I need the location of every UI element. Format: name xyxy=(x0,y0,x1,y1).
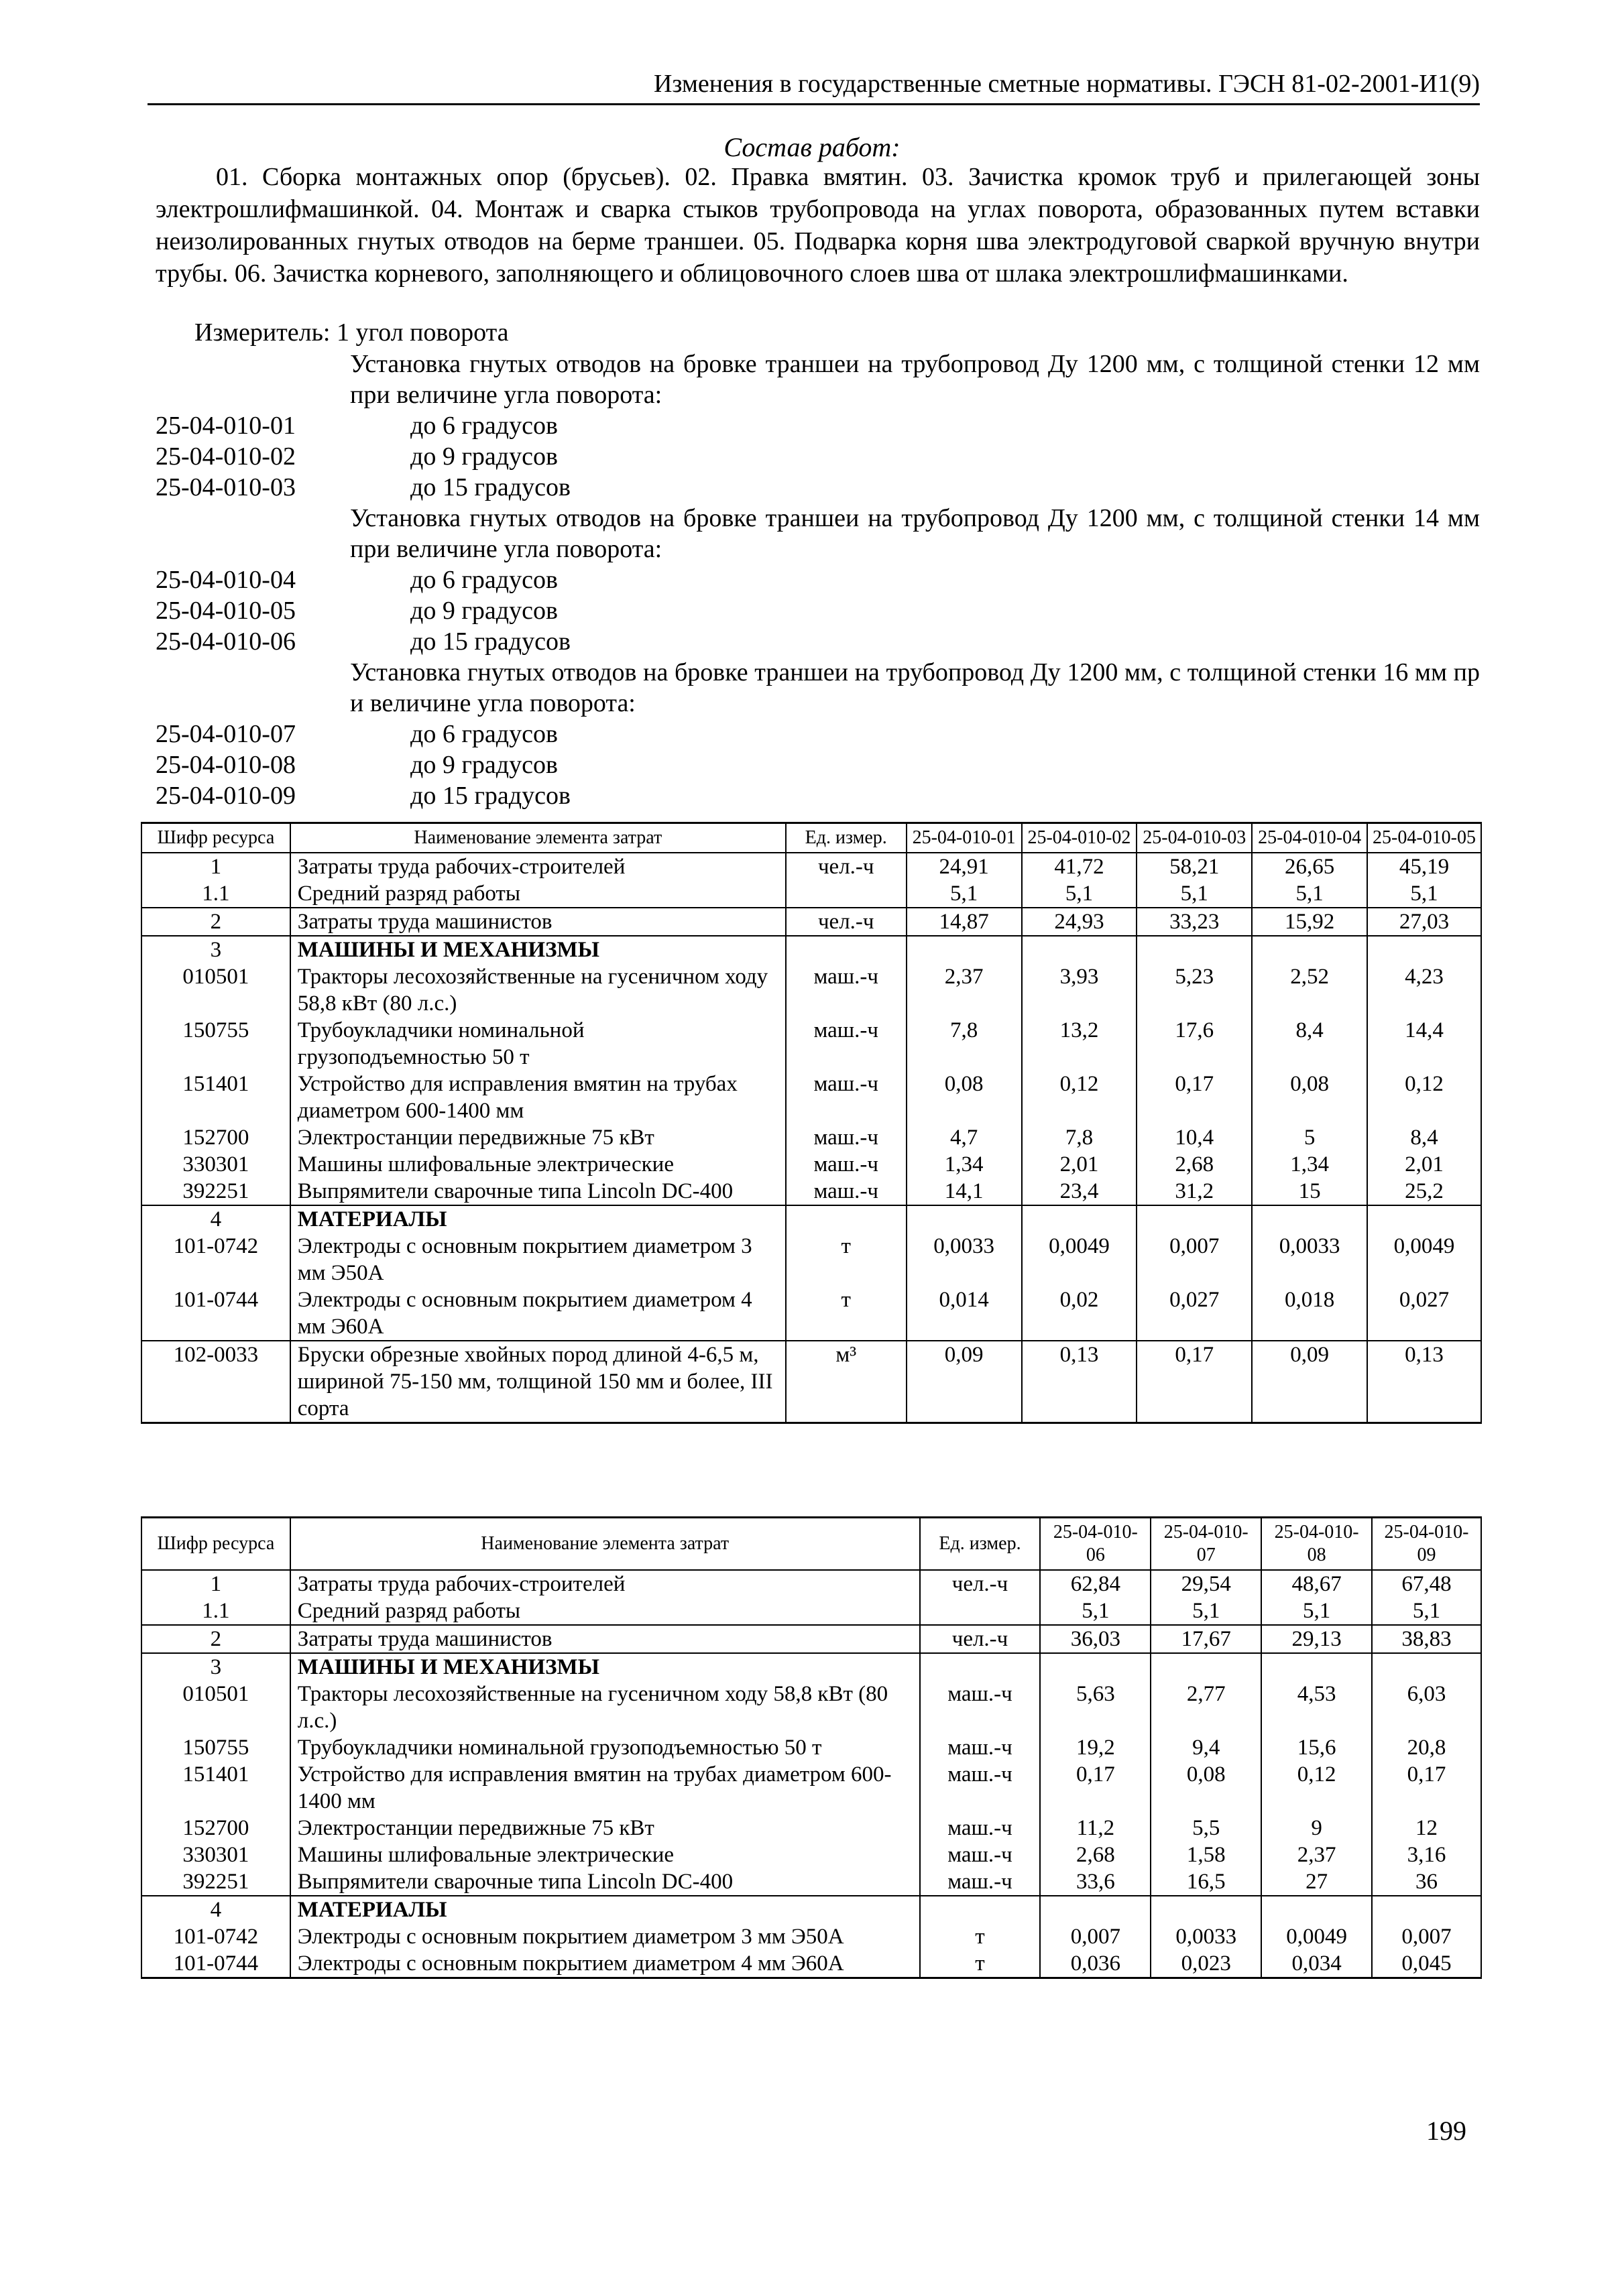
value-cell xyxy=(1151,1896,1261,1923)
unit-cell: маш.-ч xyxy=(786,1017,907,1071)
norm-group xyxy=(156,657,1480,811)
norm-row xyxy=(156,564,1480,595)
table-row xyxy=(141,1071,1481,1124)
resource-name-cell: Электроды с основным покрытием диаметром 3 мм Э50А xyxy=(290,1233,786,1286)
resource-name-cell: Затраты труда рабочих-строителей xyxy=(290,853,786,880)
resource-code-cell: 101-0744 xyxy=(141,1286,290,1341)
resource-name-cell: Электроды с основным покрытием диаметром 4 мм Э60А xyxy=(290,1950,920,1978)
resource-code-cell: 3 xyxy=(141,936,290,963)
resource-code-cell: 4 xyxy=(141,1205,290,1233)
value-cell xyxy=(1022,1205,1137,1233)
norm-desc: до 15 градусов xyxy=(410,473,571,501)
value-cell: 0,17 xyxy=(1137,1071,1252,1124)
value-cell: 3,16 xyxy=(1372,1841,1481,1868)
value-cell: 19,2 xyxy=(1040,1734,1151,1761)
table-row xyxy=(141,1868,1481,1896)
resource-name-cell: Выпрямители сварочные типа Lincoln DC-400 xyxy=(290,1868,920,1896)
column-header-norm: 25-04-010-06 xyxy=(1040,1518,1151,1571)
norm-codes-list xyxy=(156,349,1480,811)
unit-cell: маш.-ч xyxy=(786,1151,907,1178)
norm-row xyxy=(156,410,1480,441)
table-row xyxy=(141,908,1481,936)
norm-row xyxy=(156,441,1480,472)
resource-name-cell: Затраты труда машинистов xyxy=(290,1625,920,1653)
norm-group xyxy=(156,349,1480,503)
value-cell: 33,6 xyxy=(1040,1868,1151,1896)
value-cell: 25,2 xyxy=(1367,1178,1481,1205)
resource-code-cell: 3 xyxy=(141,1653,290,1681)
table-row xyxy=(141,1681,1481,1734)
value-cell: 0,0049 xyxy=(1261,1923,1372,1950)
table-row xyxy=(141,1653,1481,1681)
table-row xyxy=(141,936,1481,963)
resource-name-cell: Средний разряд работы xyxy=(290,880,786,908)
unit-cell: маш.-ч xyxy=(920,1841,1041,1868)
work-composition-text: 01. Сборка монтажных опор (брусьев). 02. Правка вмятин. 03. Зачистка кромок труб и прилегающей зоны электрошлифмашинкой. 04. Монтаж и сварка стыков трубопровода на углах поворота, образованных путем вставки неизолированных гнутых отводов на берме траншеи. 05. Подварка корня шва электродуговой сваркой вручную внутри трубы. 06. Зачистка корневого, заполняющего и облицовочного слоев шва от шлака электрошлифмашинками. xyxy=(156,163,1480,288)
unit-cell xyxy=(920,1896,1041,1923)
value-cell: 7,8 xyxy=(907,1017,1022,1071)
resource-name-cell: Электроды с основным покрытием диаметром 4 мм Э60А xyxy=(290,1286,786,1341)
column-header-norm: 25-04-010-05 xyxy=(1367,823,1481,853)
value-cell: 0,08 xyxy=(1252,1071,1367,1124)
resource-code-cell: 150755 xyxy=(141,1017,290,1071)
value-cell: 14,87 xyxy=(907,908,1022,936)
unit-cell: маш.-ч xyxy=(786,1071,907,1124)
value-cell: 0,13 xyxy=(1367,1341,1481,1423)
value-cell: 24,93 xyxy=(1022,908,1137,936)
resource-name-cell: Устройство для исправления вмятин на трубах диаметром 600-1400 мм xyxy=(290,1071,786,1124)
norm-code: 25-04-010-02 xyxy=(156,442,296,471)
table-row xyxy=(141,1597,1481,1625)
column-header-name: Наименование элемента затрат xyxy=(290,823,786,853)
norm-code: 25-04-010-03 xyxy=(156,473,296,501)
value-cell: 5 xyxy=(1252,1124,1367,1151)
norm-desc: до 9 градусов xyxy=(410,751,558,779)
column-header-unit: Ед. измер. xyxy=(786,823,907,853)
value-cell: 4,7 xyxy=(907,1124,1022,1151)
value-cell xyxy=(1367,1205,1481,1233)
norm-group xyxy=(156,503,1480,657)
value-cell: 9,4 xyxy=(1151,1734,1261,1761)
resource-name-cell: МАШИНЫ И МЕХАНИЗМЫ xyxy=(290,1653,920,1681)
value-cell: 1,58 xyxy=(1151,1841,1261,1868)
value-cell: 2,01 xyxy=(1022,1151,1137,1178)
table-row xyxy=(141,1923,1481,1950)
value-cell xyxy=(907,936,1022,963)
table-row xyxy=(141,853,1481,880)
unit-cell: маш.-ч xyxy=(920,1761,1041,1815)
resource-name-cell: Выпрямители сварочные типа Lincoln DC-400 xyxy=(290,1178,786,1205)
resource-code-cell: 101-0742 xyxy=(141,1233,290,1286)
value-cell: 17,6 xyxy=(1137,1017,1252,1071)
table-row xyxy=(141,1178,1481,1205)
value-cell: 0,0049 xyxy=(1367,1233,1481,1286)
resource-code-cell: 4 xyxy=(141,1896,290,1923)
value-cell: 0,13 xyxy=(1022,1341,1137,1423)
value-cell: 4,53 xyxy=(1261,1681,1372,1734)
value-cell: 16,5 xyxy=(1151,1868,1261,1896)
norm-desc: до 6 градусов xyxy=(410,720,558,748)
resource-name-cell: Средний разряд работы xyxy=(290,1597,920,1625)
unit-cell: маш.-ч xyxy=(786,963,907,1017)
value-cell: 0,023 xyxy=(1151,1950,1261,1978)
value-cell: 0,007 xyxy=(1372,1923,1481,1950)
resource-code-cell: 392251 xyxy=(141,1868,290,1896)
value-cell: 0,0033 xyxy=(1151,1923,1261,1950)
resource-name-cell: МАШИНЫ И МЕХАНИЗМЫ xyxy=(290,936,786,963)
unit-cell: т xyxy=(786,1286,907,1341)
resource-name-cell: Тракторы лесохозяйственные на гусеничном ходу 58,8 кВт (80 л.с.) xyxy=(290,963,786,1017)
unit-cell xyxy=(786,936,907,963)
unit-cell: т xyxy=(786,1233,907,1286)
value-cell xyxy=(1261,1896,1372,1923)
value-cell: 15,92 xyxy=(1252,908,1367,936)
column-header-norm: 25-04-010-03 xyxy=(1137,823,1252,853)
norm-desc: до 6 градусов xyxy=(410,566,558,594)
norm-code: 25-04-010-09 xyxy=(156,782,296,810)
value-cell: 15 xyxy=(1252,1178,1367,1205)
norm-row xyxy=(156,595,1480,626)
value-cell: 2,68 xyxy=(1137,1151,1252,1178)
value-cell: 14,4 xyxy=(1367,1017,1481,1071)
unit-cell: маш.-ч xyxy=(920,1815,1041,1841)
table-row xyxy=(141,880,1481,908)
value-cell: 0,0049 xyxy=(1022,1233,1137,1286)
resource-code-cell: 1 xyxy=(141,1570,290,1597)
value-cell: 0,007 xyxy=(1040,1923,1151,1950)
value-cell xyxy=(1040,1896,1151,1923)
column-header-norm: 25-04-010-02 xyxy=(1022,823,1137,853)
norm-group-title: Установка гнутых отводов на бровке траншеи на трубопровод Ду 1200 мм, с толщиной стенки 12 мм при величине угла поворота: xyxy=(350,350,1480,409)
value-cell: 2,37 xyxy=(907,963,1022,1017)
value-cell: 4,23 xyxy=(1367,963,1481,1017)
value-cell xyxy=(1151,1653,1261,1681)
resource-code-cell: 2 xyxy=(141,1625,290,1653)
resource-code-cell: 101-0744 xyxy=(141,1950,290,1978)
table-row xyxy=(141,963,1481,1017)
value-cell: 20,8 xyxy=(1372,1734,1481,1761)
value-cell: 27 xyxy=(1261,1868,1372,1896)
value-cell: 0,0033 xyxy=(907,1233,1022,1286)
resource-code-cell: 152700 xyxy=(141,1124,290,1151)
unit-cell: чел.-ч xyxy=(786,908,907,936)
unit-cell: маш.-ч xyxy=(920,1734,1041,1761)
resource-name-cell: Устройство для исправления вмятин на трубах диаметром 600-1400 мм xyxy=(290,1761,920,1815)
value-cell: 2,37 xyxy=(1261,1841,1372,1868)
value-cell: 5,1 xyxy=(1022,880,1137,908)
resource-name-cell: Бруски обрезные хвойных пород длиной 4-6,5 м, шириной 75-150 мм, толщиной 150 мм и более, III сорта xyxy=(290,1341,786,1423)
value-cell xyxy=(1022,936,1137,963)
value-cell: 45,19 xyxy=(1367,853,1481,880)
resource-name-cell: Трубоукладчики номинальной грузоподъемностью 50 т xyxy=(290,1017,786,1071)
value-cell: 2,01 xyxy=(1367,1151,1481,1178)
value-cell: 24,91 xyxy=(907,853,1022,880)
value-cell: 0,018 xyxy=(1252,1286,1367,1341)
norm-desc: до 6 градусов xyxy=(410,412,558,440)
value-cell: 38,83 xyxy=(1372,1625,1481,1653)
unit-cell: чел.-ч xyxy=(920,1625,1041,1653)
value-cell: 67,48 xyxy=(1372,1570,1481,1597)
value-cell xyxy=(1367,936,1481,963)
value-cell: 5,1 xyxy=(1372,1597,1481,1625)
value-cell: 13,2 xyxy=(1022,1017,1137,1071)
value-cell: 0,027 xyxy=(1367,1286,1481,1341)
resource-code-cell: 151401 xyxy=(141,1071,290,1124)
table-row xyxy=(141,1761,1481,1815)
table-row xyxy=(141,1625,1481,1653)
unit-cell xyxy=(786,880,907,908)
value-cell xyxy=(1040,1653,1151,1681)
resource-code-cell: 392251 xyxy=(141,1178,290,1205)
unit-cell: т xyxy=(920,1950,1041,1978)
table-row xyxy=(141,1286,1481,1341)
column-header-norm: 25-04-010-07 xyxy=(1151,1518,1261,1571)
value-cell: 29,13 xyxy=(1261,1625,1372,1653)
column-header-norm: 25-04-010-04 xyxy=(1252,823,1367,853)
value-cell xyxy=(1372,1653,1481,1681)
value-cell: 0,007 xyxy=(1137,1233,1252,1286)
value-cell: 5,1 xyxy=(1252,880,1367,908)
value-cell: 0,17 xyxy=(1040,1761,1151,1815)
norm-desc: до 9 градусов xyxy=(410,442,558,471)
value-cell: 41,72 xyxy=(1022,853,1137,880)
value-cell: 5,5 xyxy=(1151,1815,1261,1841)
resource-code-cell: 330301 xyxy=(141,1841,290,1868)
resource-code-cell: 1.1 xyxy=(141,880,290,908)
value-cell: 48,67 xyxy=(1261,1570,1372,1597)
norm-group-title: Установка гнутых отводов на бровке траншеи на трубопровод Ду 1200 мм, с толщиной стенки 16 мм пр и величине угла поворота: xyxy=(350,658,1480,717)
value-cell: 6,03 xyxy=(1372,1681,1481,1734)
norm-group-title: Установка гнутых отводов на бровке траншеи на трубопровод Ду 1200 мм, с толщиной стенки 14 мм при величине угла поворота: xyxy=(350,504,1480,563)
value-cell: 0,045 xyxy=(1372,1950,1481,1978)
table-row xyxy=(141,1815,1481,1841)
resource-code-cell: 101-0742 xyxy=(141,1923,290,1950)
resource-table-2 xyxy=(141,1516,1482,1979)
table-row xyxy=(141,1017,1481,1071)
table-row xyxy=(141,1233,1481,1286)
norm-desc: до 9 градусов xyxy=(410,597,558,625)
resource-name-cell: Трубоукладчики номинальной грузоподъемностью 50 т xyxy=(290,1734,920,1761)
table-header-row xyxy=(141,1518,1481,1571)
unit-cell: м³ xyxy=(786,1341,907,1423)
value-cell: 3,93 xyxy=(1022,963,1137,1017)
value-cell: 1,34 xyxy=(1252,1151,1367,1178)
resource-name-cell: Электростанции передвижные 75 кВт xyxy=(290,1815,920,1841)
table-row xyxy=(141,1124,1481,1151)
table-row xyxy=(141,1205,1481,1233)
value-cell: 1,34 xyxy=(907,1151,1022,1178)
resource-code-cell: 330301 xyxy=(141,1151,290,1178)
value-cell: 0,014 xyxy=(907,1286,1022,1341)
norm-row xyxy=(156,719,1480,749)
norm-code: 25-04-010-01 xyxy=(156,412,296,440)
table-row xyxy=(141,1734,1481,1761)
column-header-norm: 25-04-010-09 xyxy=(1372,1518,1481,1571)
resource-name-cell: МАТЕРИАЛЫ xyxy=(290,1205,786,1233)
page-number: 199 xyxy=(1426,2116,1466,2146)
value-cell: 0,08 xyxy=(1151,1761,1261,1815)
unit-cell: маш.-ч xyxy=(920,1681,1041,1734)
value-cell: 8,4 xyxy=(1252,1017,1367,1071)
value-cell: 0,09 xyxy=(907,1341,1022,1423)
value-cell: 0,034 xyxy=(1261,1950,1372,1978)
value-cell: 2,68 xyxy=(1040,1841,1151,1868)
norm-code: 25-04-010-06 xyxy=(156,627,296,656)
value-cell: 26,65 xyxy=(1252,853,1367,880)
resource-code-cell: 010501 xyxy=(141,963,290,1017)
norm-row xyxy=(156,749,1480,780)
unit-cell: маш.-ч xyxy=(786,1178,907,1205)
table-row xyxy=(141,1341,1481,1423)
value-cell xyxy=(1252,1205,1367,1233)
resource-name-cell: Электроды с основным покрытием диаметром 3 мм Э50А xyxy=(290,1923,920,1950)
table-row xyxy=(141,1570,1481,1597)
resource-code-cell: 010501 xyxy=(141,1681,290,1734)
value-cell: 62,84 xyxy=(1040,1570,1151,1597)
resource-name-cell: Затраты труда рабочих-строителей xyxy=(290,1570,920,1597)
norm-desc: до 15 градусов xyxy=(410,627,571,656)
value-cell: 2,52 xyxy=(1252,963,1367,1017)
value-cell: 0,12 xyxy=(1022,1071,1137,1124)
value-cell xyxy=(1372,1896,1481,1923)
value-cell: 29,54 xyxy=(1151,1570,1261,1597)
norm-desc: до 15 градусов xyxy=(410,782,571,810)
value-cell: 9 xyxy=(1261,1815,1372,1841)
value-cell: 17,67 xyxy=(1151,1625,1261,1653)
value-cell xyxy=(907,1205,1022,1233)
value-cell: 5,1 xyxy=(1261,1597,1372,1625)
value-cell: 33,23 xyxy=(1137,908,1252,936)
value-cell: 36,03 xyxy=(1040,1625,1151,1653)
norm-code: 25-04-010-05 xyxy=(156,597,296,625)
value-cell: 0,0033 xyxy=(1252,1233,1367,1286)
value-cell: 31,2 xyxy=(1137,1178,1252,1205)
value-cell: 0,08 xyxy=(907,1071,1022,1124)
resource-code-cell: 2 xyxy=(141,908,290,936)
value-cell: 5,1 xyxy=(1040,1597,1151,1625)
unit-cell xyxy=(786,1205,907,1233)
value-cell: 0,12 xyxy=(1367,1071,1481,1124)
unit-cell: чел.-ч xyxy=(786,853,907,880)
value-cell: 5,1 xyxy=(907,880,1022,908)
unit-cell: т xyxy=(920,1923,1041,1950)
value-cell xyxy=(1137,936,1252,963)
value-cell: 14,1 xyxy=(907,1178,1022,1205)
value-cell: 36 xyxy=(1372,1868,1481,1896)
norm-row xyxy=(156,780,1480,811)
unit-cell: чел.-ч xyxy=(920,1570,1041,1597)
resource-code-cell: 1 xyxy=(141,853,290,880)
column-header-norm: 25-04-010-08 xyxy=(1261,1518,1372,1571)
norm-code: 25-04-010-08 xyxy=(156,751,296,779)
resource-name-cell: Электростанции передвижные 75 кВт xyxy=(290,1124,786,1151)
resource-code-cell: 152700 xyxy=(141,1815,290,1841)
value-cell: 2,77 xyxy=(1151,1681,1261,1734)
value-cell: 5,1 xyxy=(1367,880,1481,908)
value-cell xyxy=(1261,1653,1372,1681)
value-cell: 12 xyxy=(1372,1815,1481,1841)
value-cell: 0,09 xyxy=(1252,1341,1367,1423)
value-cell: 10,4 xyxy=(1137,1124,1252,1151)
norm-row xyxy=(156,626,1480,657)
measurement-unit: Измеритель: 1 угол поворота xyxy=(194,318,509,347)
table-row xyxy=(141,1151,1481,1178)
resource-code-cell: 1.1 xyxy=(141,1597,290,1625)
table-header-row xyxy=(141,823,1481,853)
resource-code-cell: 102-0033 xyxy=(141,1341,290,1423)
unit-cell: маш.-ч xyxy=(920,1868,1041,1896)
resource-code-cell: 150755 xyxy=(141,1734,290,1761)
value-cell: 0,12 xyxy=(1261,1761,1372,1815)
column-header-norm: 25-04-010-01 xyxy=(907,823,1022,853)
work-composition-title: Состав работ: xyxy=(723,132,901,162)
value-cell: 27,03 xyxy=(1367,908,1481,936)
column-header-code: Шифр ресурса xyxy=(141,1518,290,1571)
norm-row xyxy=(156,472,1480,503)
resource-name-cell: Тракторы лесохозяйственные на гусеничном ходу 58,8 кВт (80 л.с.) xyxy=(290,1681,920,1734)
resource-code-cell: 151401 xyxy=(141,1761,290,1815)
value-cell: 7,8 xyxy=(1022,1124,1137,1151)
value-cell: 0,027 xyxy=(1137,1286,1252,1341)
table-row xyxy=(141,1841,1481,1868)
table-row xyxy=(141,1950,1481,1978)
norm-code: 25-04-010-04 xyxy=(156,566,296,594)
value-cell: 0,02 xyxy=(1022,1286,1137,1341)
page-header: Изменения в государственные сметные нормативы. ГЭСН 81-02-2001-И1(9) xyxy=(148,67,1480,105)
value-cell: 5,23 xyxy=(1137,963,1252,1017)
value-cell: 5,63 xyxy=(1040,1681,1151,1734)
column-header-name: Наименование элемента затрат xyxy=(290,1518,920,1571)
column-header-code: Шифр ресурса xyxy=(141,823,290,853)
value-cell xyxy=(1137,1205,1252,1233)
column-header-unit: Ед. измер. xyxy=(920,1518,1041,1571)
value-cell: 5,1 xyxy=(1151,1597,1261,1625)
resource-name-cell: Машины шлифовальные электрические xyxy=(290,1151,786,1178)
resource-name-cell: Затраты труда машинистов xyxy=(290,908,786,936)
unit-cell xyxy=(920,1597,1041,1625)
value-cell: 0,036 xyxy=(1040,1950,1151,1978)
value-cell: 5,1 xyxy=(1137,880,1252,908)
table-row xyxy=(141,1896,1481,1923)
resource-table-1 xyxy=(141,822,1482,1424)
value-cell: 8,4 xyxy=(1367,1124,1481,1151)
resource-name-cell: МАТЕРИАЛЫ xyxy=(290,1896,920,1923)
norm-code: 25-04-010-07 xyxy=(156,720,296,748)
unit-cell xyxy=(920,1653,1041,1681)
value-cell: 23,4 xyxy=(1022,1178,1137,1205)
value-cell: 0,17 xyxy=(1372,1761,1481,1815)
value-cell xyxy=(1252,936,1367,963)
value-cell: 58,21 xyxy=(1137,853,1252,880)
unit-cell: маш.-ч xyxy=(786,1124,907,1151)
value-cell: 15,6 xyxy=(1261,1734,1372,1761)
value-cell: 0,17 xyxy=(1137,1341,1252,1423)
value-cell: 11,2 xyxy=(1040,1815,1151,1841)
resource-name-cell: Машины шлифовальные электрические xyxy=(290,1841,920,1868)
